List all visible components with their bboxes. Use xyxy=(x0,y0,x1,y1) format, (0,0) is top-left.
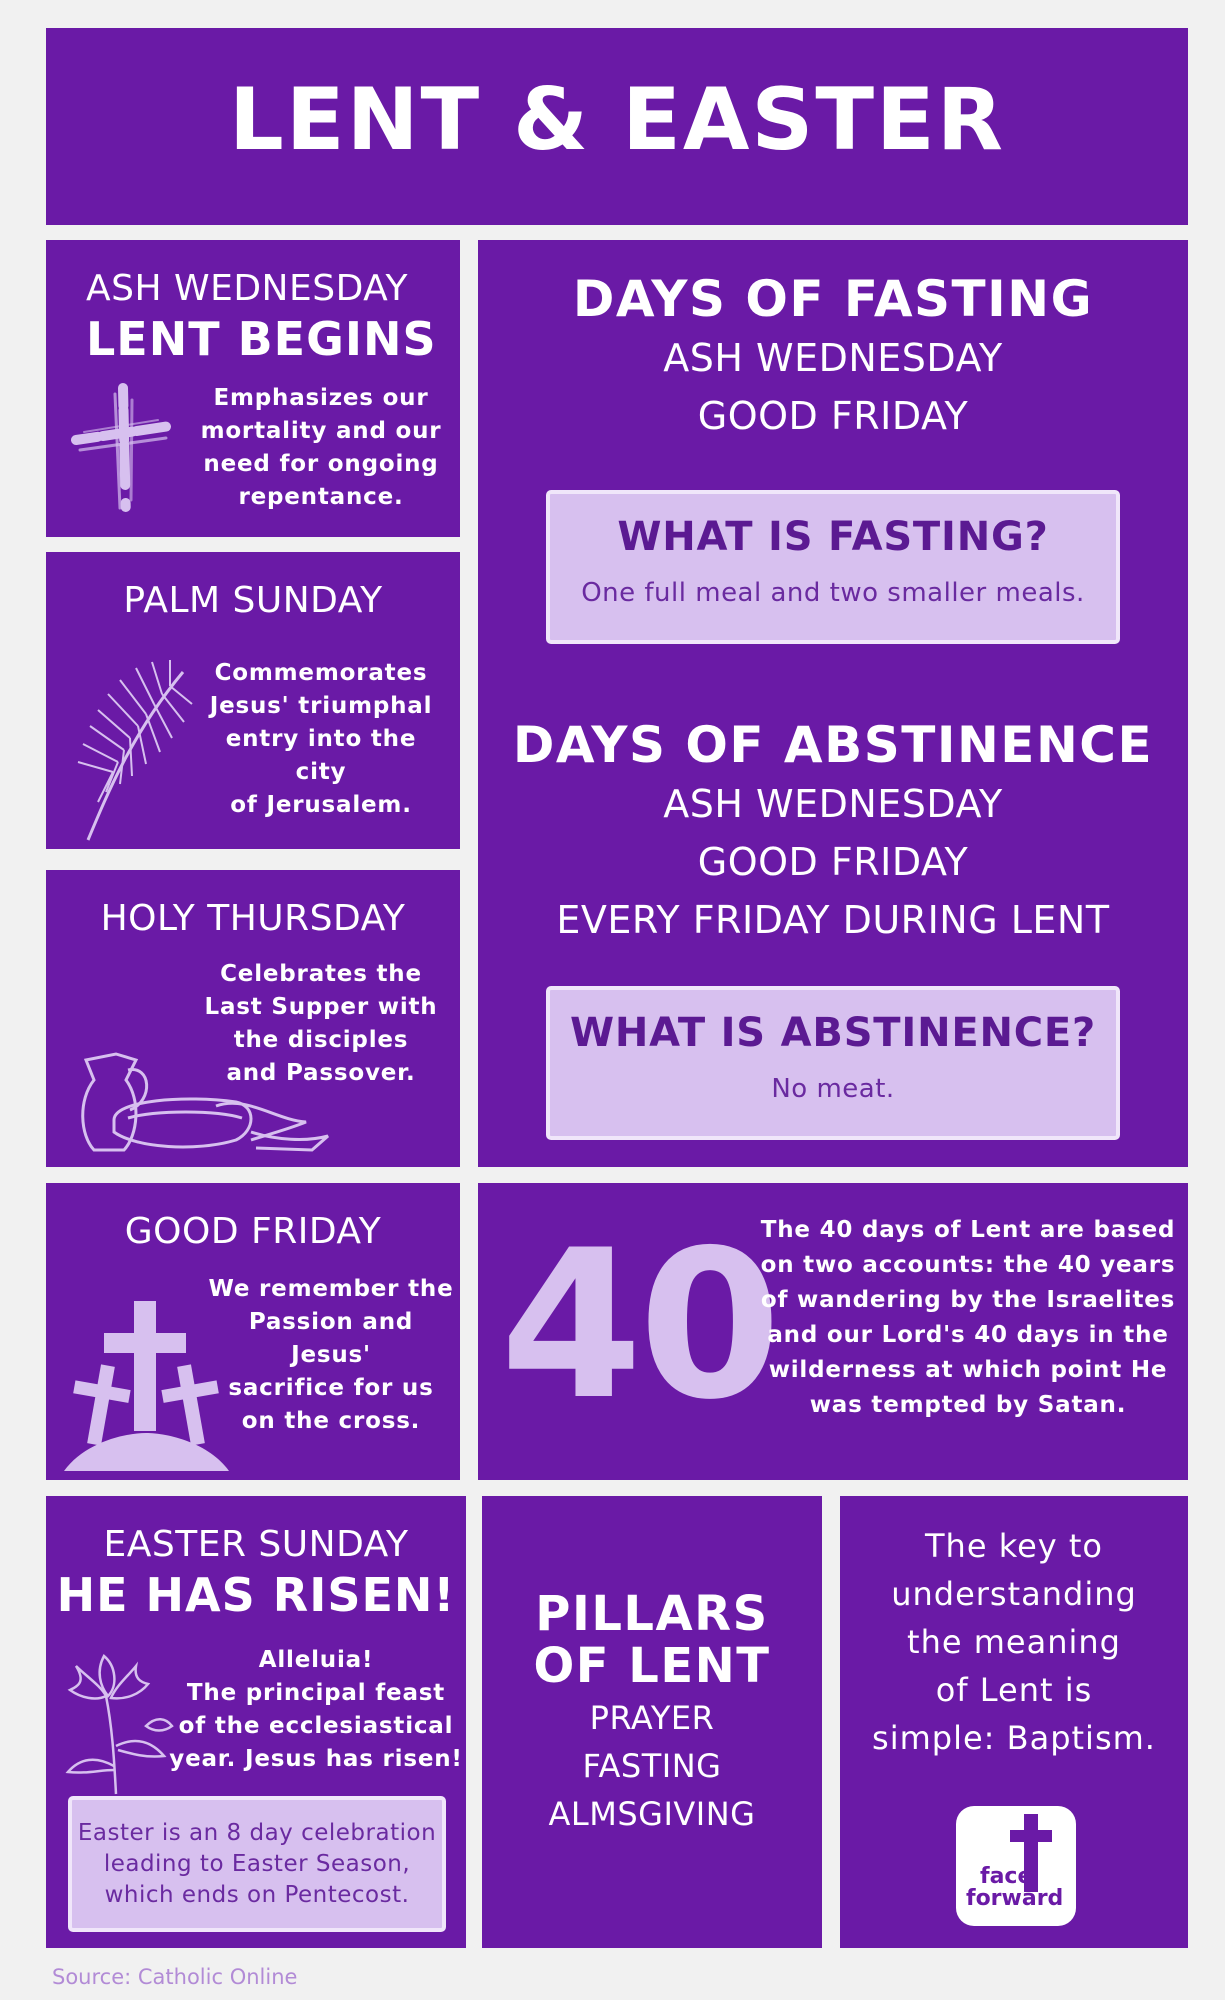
forty-description xyxy=(758,1213,1178,1423)
palm-branch-icon xyxy=(58,652,198,842)
gf-desc-line: Passion and Jesus' xyxy=(248,1309,414,1368)
fasting-abstinence-panel xyxy=(478,240,1188,1167)
forty-desc-line: and our Lord's 40 days in the xyxy=(767,1322,1169,1348)
palm-sunday-panel xyxy=(46,552,460,849)
easter-note-line: Easter is an 8 day celebration xyxy=(77,1820,437,1846)
forty-desc-line: The 40 days of Lent are based xyxy=(760,1217,1176,1243)
palm-desc-line: of Jerusalem. xyxy=(230,792,412,818)
pillars-panel xyxy=(482,1496,822,1948)
holy-desc-line: the disciples xyxy=(233,1027,409,1053)
good-friday-description xyxy=(206,1273,456,1438)
easter-note-line: leading to Easter Season, xyxy=(103,1851,411,1877)
easter-note-line: which ends on Pentecost. xyxy=(104,1882,410,1908)
gf-desc-line: sacrifice for us xyxy=(228,1375,434,1401)
palm-sunday-description xyxy=(196,657,446,822)
pillars-title xyxy=(482,1588,822,1692)
abstinence-day-item: EVERY FRIDAY DURING LENT xyxy=(556,898,1110,942)
what-is-abstinence-title: WHAT IS ABSTINENCE? xyxy=(569,1010,1097,1056)
forty-number: 40 xyxy=(500,1207,778,1445)
ash-desc-line: need for ongoing xyxy=(203,451,439,477)
ash-desc-line: Emphasizes our xyxy=(213,385,429,411)
ash-wednesday-panel xyxy=(46,240,460,537)
holy-thursday-panel xyxy=(46,870,460,1167)
pillar-item: PRAYER xyxy=(589,1699,715,1737)
pillars-list xyxy=(482,1694,822,1838)
source-credit: Source: Catholic Online xyxy=(52,1965,298,1989)
what-is-fasting-title: WHAT IS FASTING? xyxy=(617,514,1049,560)
easter-sunday-panel xyxy=(46,1496,466,1948)
easter-note-text xyxy=(72,1800,442,1911)
gf-desc-line: on the cross. xyxy=(241,1408,421,1434)
easter-desc-line: of the ecclesiastical xyxy=(178,1713,454,1739)
palm-sunday-title: PALM SUNDAY xyxy=(123,580,383,621)
what-is-abstinence-box xyxy=(546,986,1120,1140)
ash-desc-line: mortality and our xyxy=(200,418,442,444)
ash-cross-icon xyxy=(68,380,178,530)
easter-note-box xyxy=(68,1796,446,1932)
forty-days-panel xyxy=(478,1183,1188,1480)
pillar-item: FASTING xyxy=(582,1747,722,1785)
what-is-fasting-answer: One full meal and two smaller meals. xyxy=(581,578,1085,608)
baptism-key-panel xyxy=(840,1496,1188,1948)
key-line: understanding xyxy=(891,1575,1137,1613)
holy-desc-line: Celebrates the xyxy=(220,961,422,987)
abstinence-day-item: ASH WEDNESDAY xyxy=(663,782,1003,826)
palm-desc-line: entry into the city xyxy=(225,726,417,785)
ash-wednesday-title: ASH WEDNESDAY xyxy=(86,268,408,309)
forty-desc-line: was tempted by Satan. xyxy=(809,1392,1127,1418)
logo-text-face: face xyxy=(980,1864,1033,1889)
holy-thursday-description xyxy=(196,958,446,1090)
holy-thursday-title: HOLY THURSDAY xyxy=(100,898,406,939)
logo-text-forward: forward xyxy=(966,1886,1064,1911)
fasting-day-item: GOOD FRIDAY xyxy=(697,394,969,438)
ash-desc-line: repentance. xyxy=(238,484,404,510)
he-has-risen-title: HE HAS RISEN! xyxy=(56,1568,456,1622)
easter-desc-line: year. Jesus has risen! xyxy=(169,1746,463,1772)
lent-begins-title: LENT BEGINS xyxy=(86,312,437,366)
easter-desc-line: The principal feast xyxy=(186,1680,446,1706)
what-is-abstinence-answer: No meat. xyxy=(771,1074,895,1104)
holy-desc-line: and Passover. xyxy=(226,1060,416,1086)
pillar-item: ALMSGIVING xyxy=(548,1795,756,1833)
easter-sunday-title: EASTER SUNDAY xyxy=(103,1524,409,1565)
forty-desc-line: on two accounts: the 40 years xyxy=(760,1252,1176,1278)
page-title: LENT & EASTER xyxy=(229,70,1005,170)
forty-desc-line: wilderness at which point He xyxy=(768,1357,1168,1383)
abstinence-day-item: GOOD FRIDAY xyxy=(697,840,969,884)
holy-desc-line: Last Supper with xyxy=(204,994,438,1020)
days-of-fasting-title: DAYS OF FASTING xyxy=(572,270,1094,328)
palm-desc-line: Commemorates xyxy=(214,660,428,686)
easter-sunday-description xyxy=(166,1644,466,1776)
key-line: the meaning xyxy=(907,1623,1121,1661)
good-friday-panel xyxy=(46,1183,460,1480)
good-friday-title: GOOD FRIDAY xyxy=(124,1211,382,1252)
forty-desc-line: of wandering by the Israelites xyxy=(760,1287,1176,1313)
easter-desc-line: Alleluia! xyxy=(258,1647,374,1673)
easter-lily-icon xyxy=(56,1646,176,1796)
palm-desc-line: Jesus' triumphal xyxy=(209,693,433,719)
key-line: of Lent is xyxy=(935,1671,1093,1709)
pillars-title-line: OF LENT xyxy=(533,1638,771,1694)
days-of-abstinence-title: DAYS OF ABSTINENCE xyxy=(512,716,1154,774)
what-is-fasting-box xyxy=(546,490,1120,644)
header-banner xyxy=(46,28,1188,225)
fasting-day-item: ASH WEDNESDAY xyxy=(663,336,1003,380)
pillars-title-line: PILLARS xyxy=(535,1586,769,1642)
key-line: simple: Baptism. xyxy=(872,1719,1156,1757)
baptism-key-text xyxy=(840,1522,1188,1762)
gf-desc-line: We remember the xyxy=(208,1276,454,1302)
ash-wednesday-description xyxy=(196,382,446,514)
key-line: The key to xyxy=(925,1527,1103,1565)
face-forward-logo xyxy=(956,1806,1076,1926)
